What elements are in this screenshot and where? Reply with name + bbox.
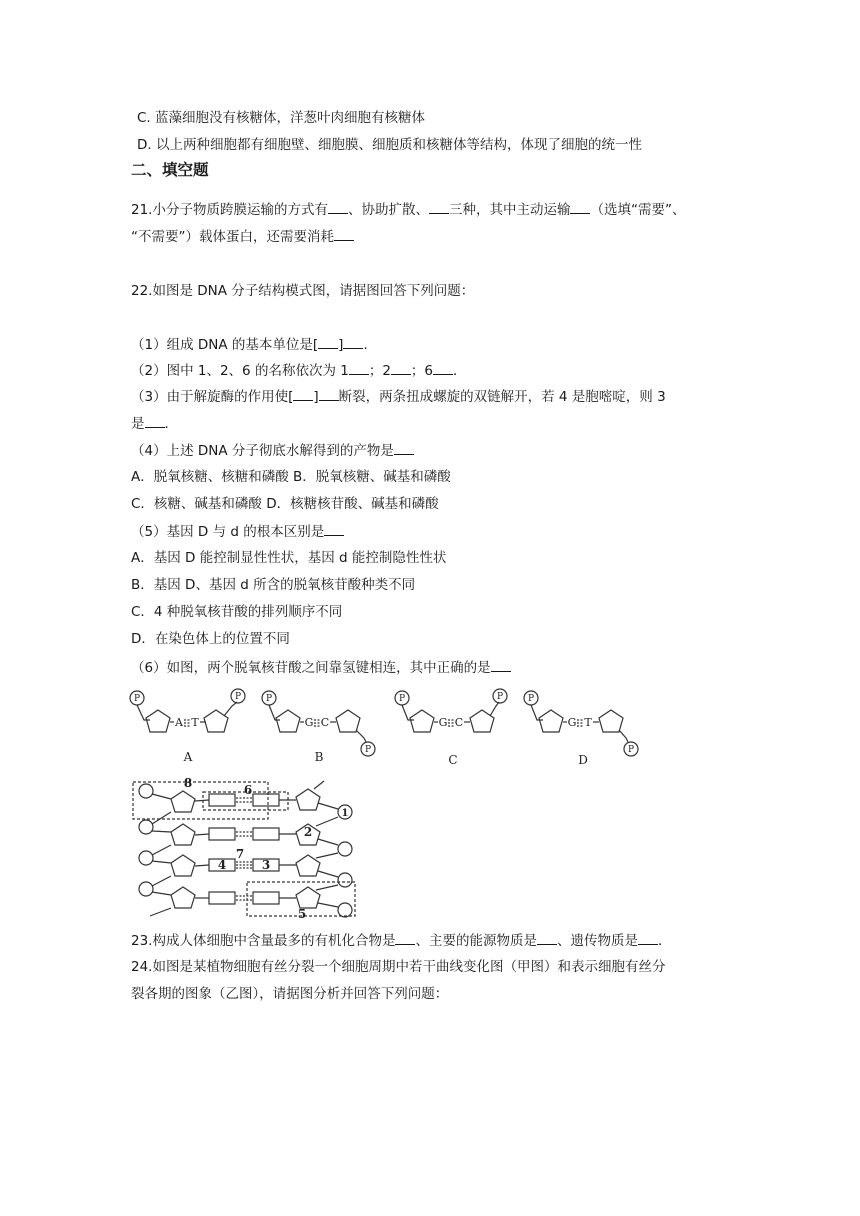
- left-base: [209, 794, 235, 806]
- left-sugar: [171, 855, 195, 876]
- phosphate-circle: [139, 851, 153, 865]
- left-base: [209, 892, 235, 904]
- base-label: G: [567, 716, 577, 729]
- q22-sub4-text: （4）上述 DNA 分子彻底水解得到的产物是: [131, 443, 394, 459]
- q22-sub5-text: （5）基因 D 与 d 的根本区别是: [131, 524, 325, 540]
- base-label: G: [438, 716, 448, 729]
- deoxyribose-pentagon: [599, 710, 623, 732]
- label-8: 8: [183, 776, 193, 790]
- option-label-d: D: [578, 753, 588, 767]
- phosphate-circle: [338, 903, 352, 917]
- phosphate-circle: [338, 842, 352, 856]
- q23-text-1: 23.构成人体细胞中含量最多的有机化合物是: [131, 933, 396, 949]
- label-2: 2: [303, 825, 313, 839]
- q23-line: [131, 930, 671, 951]
- label-4: 4: [217, 858, 227, 872]
- left-sugar: [171, 887, 195, 908]
- q21-text-4: （选填“需要”、: [590, 202, 686, 218]
- q22-sub2-text-b: ；2: [368, 363, 391, 379]
- q21-text-2: 、协助扩散、: [347, 202, 429, 218]
- right-sugar: [296, 789, 320, 810]
- answer-blank[interactable]: [491, 657, 511, 672]
- q22-sub2-text-a: （2）图中 1、2、6 的名称依次为 1: [131, 363, 349, 379]
- q22-sub3-line1: [131, 386, 666, 407]
- phosphate-label: P: [234, 692, 242, 702]
- q22-sub3-text-d: 是: [131, 416, 145, 432]
- q23-text-3: 、遗传物质是: [556, 933, 638, 949]
- base-label: A: [175, 716, 183, 729]
- q23-text-2: 、主要的能源物质是: [415, 933, 537, 949]
- phosphate-circle: [139, 882, 153, 896]
- q22-sub5-option-c: C．4 种脱氧核苷酸的排列顺序不同: [131, 604, 343, 620]
- answer-blank[interactable]: [570, 199, 590, 214]
- phosphate-label: P: [627, 745, 635, 755]
- q22-sub3-text-b: ]: [313, 389, 319, 405]
- answer-blank[interactable]: [328, 199, 348, 214]
- right-base: [253, 794, 279, 806]
- base-label: C: [454, 716, 464, 729]
- base-label: T: [584, 716, 592, 729]
- q24-line1: 24.如图是某植物细胞有丝分裂一个细胞周期中若干曲线变化图（甲图）和表示细胞有丝分: [131, 959, 666, 975]
- phosphate-circle: [338, 873, 352, 887]
- sugar-phosphate-link: [531, 705, 543, 720]
- option-d: D. 以上两种细胞都有细胞壁、细胞膜、细胞质和核糖体等结构，体现了细胞的统一性: [137, 137, 642, 153]
- q22-sub4-options1: A．脱氧核糖、核糖和磷酸 B．脱氧核糖、碱基和磷酸: [131, 469, 451, 485]
- label-3: 3: [261, 858, 271, 872]
- q23-text-4: ．: [657, 933, 672, 949]
- sugar-phosphate-link: [619, 730, 628, 742]
- q22-sub6-text: （6）如图，两个脱氧核苷酸之间靠氢键相连，其中正确的是: [131, 660, 491, 676]
- label-6: 6: [243, 783, 253, 797]
- deoxyribose-pentagon: [539, 710, 563, 732]
- answer-blank[interactable]: [429, 199, 449, 214]
- base-label: G: [304, 716, 314, 729]
- phosphate-label: P: [496, 692, 504, 702]
- q21-text-5: “不需要”）载体蛋白，还需要消耗: [131, 229, 334, 245]
- option-b-diagram: [262, 691, 375, 756]
- q22-sub3-text-e: ．: [164, 416, 178, 432]
- phosphate-label: P: [527, 694, 535, 704]
- q22-sub5-option-a: A．基因 D 能控制显性性状，基因 d 能控制隐性性状: [131, 550, 447, 566]
- q22-sub4-options2: C．核糖、碱基和磷酸 D．核糖核苷酸、碱基和磷酸: [131, 496, 439, 512]
- left-sugar: [171, 824, 195, 845]
- right-base: [253, 828, 279, 840]
- option-c: C. 蓝藻细胞没有核糖体，洋葱叶肉细胞有核糖体: [137, 110, 426, 126]
- sugar-phosphate-link: [137, 705, 150, 720]
- sugar-phosphate-link: [402, 705, 414, 720]
- answer-blank[interactable]: [391, 360, 411, 375]
- phosphate-label: P: [133, 694, 141, 704]
- base-label: C: [320, 716, 330, 729]
- phosphate-label: P: [398, 694, 406, 704]
- q22-sub3-line2: [131, 413, 178, 434]
- answer-blank[interactable]: [433, 360, 453, 375]
- q22-sub5-option-d: D．在染色体上的位置不同: [131, 631, 290, 647]
- deoxyribose-pentagon: [336, 710, 360, 732]
- q21-text-3: 三种，其中主动运输: [448, 202, 571, 218]
- q22-sub2-text-c: ；6: [410, 363, 434, 379]
- q22-sub3-text-c: 断裂，两条扭成螺旋的双链解开，若 4 是胞嘧啶，则 3: [338, 389, 666, 405]
- q22-sub6: [131, 657, 511, 678]
- answer-blank[interactable]: [349, 360, 369, 375]
- label-1: 1: [341, 808, 349, 819]
- deoxyribose-pentagon: [204, 710, 228, 732]
- phosphate-label: P: [265, 694, 273, 704]
- phosphate-label: P: [364, 745, 372, 755]
- q22-sub1-text-b: ]: [338, 337, 344, 353]
- left-sugar: [171, 791, 195, 812]
- phosphate-circle: [139, 820, 153, 834]
- option-c-diagram: [395, 689, 507, 732]
- right-base: [253, 892, 279, 904]
- answer-blank[interactable]: [343, 334, 363, 349]
- q21-line2: [131, 226, 354, 247]
- option-a-diagram: [130, 689, 245, 732]
- phosphate-circle: [139, 784, 153, 798]
- deoxyribose-pentagon: [470, 710, 494, 732]
- q22-sub4: [131, 440, 414, 461]
- answer-blank[interactable]: [318, 334, 338, 349]
- q21-text-1: 21.小分子物质跨膜运输的方式有: [131, 202, 328, 218]
- answer-blank[interactable]: [394, 440, 414, 455]
- deoxyribose-pentagon: [146, 710, 170, 732]
- q24-line2: 裂各期的图象（乙图），请据图分析并回答下列问题：: [131, 986, 449, 1002]
- label-5: 5: [297, 907, 307, 921]
- answer-blank[interactable]: [319, 386, 339, 401]
- q21-line1: [131, 199, 685, 220]
- q22-sub1: [131, 334, 377, 355]
- q22-stem: 22.如图是 DNA 分子结构模式图，请据图回答下列问题：: [131, 283, 475, 299]
- sugar-phosphate-link: [490, 702, 499, 716]
- dna-structure-figure: [130, 776, 360, 921]
- q22-sub5-option-b: B．基因 D、基因 d 所含的脱氧核苷酸种类不同: [131, 577, 416, 593]
- option-label-b: B: [314, 750, 324, 764]
- sugar-phosphate-link: [269, 705, 280, 720]
- base-label: T: [191, 716, 199, 729]
- answer-blank[interactable]: [638, 930, 658, 945]
- q22-sub3-text-a: （3）由于解旋酶的作用使[: [131, 389, 294, 405]
- section-title: 二、填空题: [131, 161, 209, 179]
- answer-blank[interactable]: [145, 413, 165, 428]
- sugar-phosphate-link: [224, 702, 237, 716]
- left-base: [209, 828, 235, 840]
- q22-sub1-text-a: （1）组成 DNA 的基本单位是[: [131, 337, 319, 353]
- option-label-a: A: [183, 750, 193, 764]
- answer-blank[interactable]: [293, 386, 313, 401]
- option-d-diagram: [524, 691, 638, 756]
- answer-blank[interactable]: [324, 521, 344, 536]
- deoxyribose-pentagon: [276, 710, 300, 732]
- option-label-c: C: [448, 753, 458, 767]
- label-7: 7: [235, 847, 245, 861]
- nucleotide-pair-options-figure: [128, 686, 648, 776]
- answer-blank[interactable]: [334, 226, 354, 241]
- answer-blank[interactable]: [395, 930, 415, 945]
- q22-sub2: [131, 360, 467, 381]
- answer-blank[interactable]: [537, 930, 557, 945]
- sugar-phosphate-link: [356, 730, 366, 742]
- q22-sub2-text-d: ．: [453, 363, 467, 379]
- deoxyribose-pentagon: [410, 710, 434, 732]
- q22-sub5: [131, 521, 344, 542]
- q22-sub1-text-c: ．: [363, 337, 377, 353]
